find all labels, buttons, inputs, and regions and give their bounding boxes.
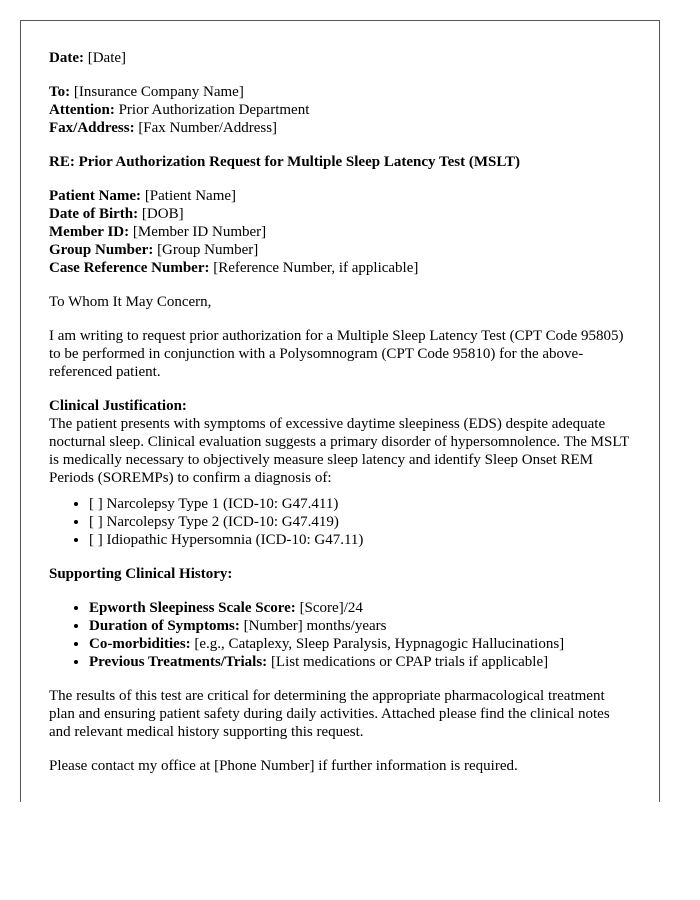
case-reference-line bbox=[49, 259, 659, 277]
fax-value: [Fax Number/Address] bbox=[134, 120, 278, 136]
fax-label: Fax/Address: bbox=[49, 120, 135, 136]
clinical-justification-heading bbox=[49, 397, 659, 415]
history-item-label: Co-morbidities: bbox=[89, 636, 191, 652]
contact-paragraph: Please contact my office at [Phone Number] if further information is required. bbox=[49, 758, 518, 774]
history-item-value: [Score]/24 bbox=[295, 600, 363, 616]
dob-line bbox=[49, 205, 659, 223]
dob-label: Date of Birth: bbox=[49, 206, 139, 222]
history-item-value: [e.g., Cataplexy, Sleep Paralysis, Hypnagogic Hallucinations] bbox=[190, 636, 565, 652]
attention-line bbox=[49, 101, 659, 119]
history-item-epworth bbox=[89, 599, 659, 617]
member-id-label: Member ID: bbox=[49, 224, 130, 240]
history-item-value: [Number] months/years bbox=[239, 618, 387, 634]
member-id-line bbox=[49, 223, 659, 241]
patient-name-label: Patient Name: bbox=[49, 188, 142, 204]
diagnosis-item-narcolepsy-2: • [ ] Narcolepsy Type 2 (ICD-10: G47.419) bbox=[89, 513, 659, 531]
patient-name-value: [Patient Name] bbox=[141, 188, 237, 204]
member-id-value: [Member ID Number] bbox=[129, 224, 267, 240]
date-line bbox=[49, 49, 659, 67]
clinical-history-list bbox=[49, 599, 659, 671]
group-number-value: [Group Number] bbox=[153, 242, 259, 258]
case-reference-value: [Reference Number, if applicable] bbox=[209, 260, 419, 276]
dob-value: [DOB] bbox=[138, 206, 184, 222]
recipient-block bbox=[49, 83, 659, 137]
history-item-label: Duration of Symptoms: bbox=[89, 618, 240, 634]
attention-label: Attention: bbox=[49, 102, 115, 118]
to-line bbox=[49, 83, 659, 101]
history-item-value: [List medications or CPAP trials if applicable] bbox=[267, 654, 549, 670]
fax-line bbox=[49, 119, 659, 137]
subject-text: RE: Prior Authorization Request for Multiple Sleep Latency Test (MSLT) bbox=[49, 154, 520, 170]
letter-page bbox=[20, 20, 660, 802]
history-item-label: Epworth Sleepiness Scale Score: bbox=[89, 600, 296, 616]
clinical-history-section bbox=[49, 565, 659, 671]
patient-block bbox=[49, 187, 659, 277]
case-reference-label: Case Reference Number: bbox=[49, 260, 210, 276]
subject-line bbox=[49, 153, 659, 171]
to-label: To: bbox=[49, 84, 71, 100]
results-paragraph: The results of this test are critical for determining the appropriate pharmacological treatment plan and ensuring patient safety during daily activities. Attached please find the clinical notes and relevant medical history supporting this request. bbox=[49, 688, 610, 740]
group-number-line bbox=[49, 241, 659, 259]
clinical-justification-heading-text: Clinical Justification: bbox=[49, 398, 187, 414]
intro-paragraph: I am writing to request prior authorization for a Multiple Sleep Latency Test (CPT Code 95805) to be performed in conjunction with a Polysomnogram (CPT Code 95810) for the above-referenced patient. bbox=[49, 328, 624, 380]
history-item-duration bbox=[89, 617, 659, 635]
diagnosis-list bbox=[49, 495, 659, 549]
diagnosis-item-narcolepsy-1: • [ ] Narcolepsy Type 1 (ICD-10: G47.411) bbox=[89, 495, 659, 513]
history-item-previous-treatments bbox=[89, 653, 659, 671]
date-label: Date: bbox=[49, 50, 84, 66]
attention-value: Prior Authorization Department bbox=[114, 102, 310, 118]
to-value: [Insurance Company Name] bbox=[70, 84, 244, 100]
clinical-history-heading bbox=[49, 565, 659, 583]
patient-name-line bbox=[49, 187, 659, 205]
clinical-history-heading-text: Supporting Clinical History: bbox=[49, 566, 233, 582]
diagnosis-item-idiopathic-hypersomnia: • [ ] Idiopathic Hypersomnia (ICD-10: G47.11) bbox=[89, 531, 659, 549]
salutation: To Whom It May Concern, bbox=[49, 294, 212, 310]
clinical-justification-text: The patient presents with symptoms of excessive daytime sleepiness (EDS) despite adequate nocturnal sleep. Clinical evaluation suggests a primary disorder of hypersomnolence. The MSLT is medically necessary to objectively measure sleep latency and identify Sleep Onset REM Periods (SOREMPs) to confirm a diagnosis of: bbox=[49, 416, 630, 486]
history-item-label: Previous Treatments/Trials: bbox=[89, 654, 268, 670]
group-number-label: Group Number: bbox=[49, 242, 154, 258]
clinical-justification-section bbox=[49, 397, 659, 549]
history-item-comorbidities bbox=[89, 635, 659, 653]
date-value: [Date] bbox=[83, 50, 127, 66]
